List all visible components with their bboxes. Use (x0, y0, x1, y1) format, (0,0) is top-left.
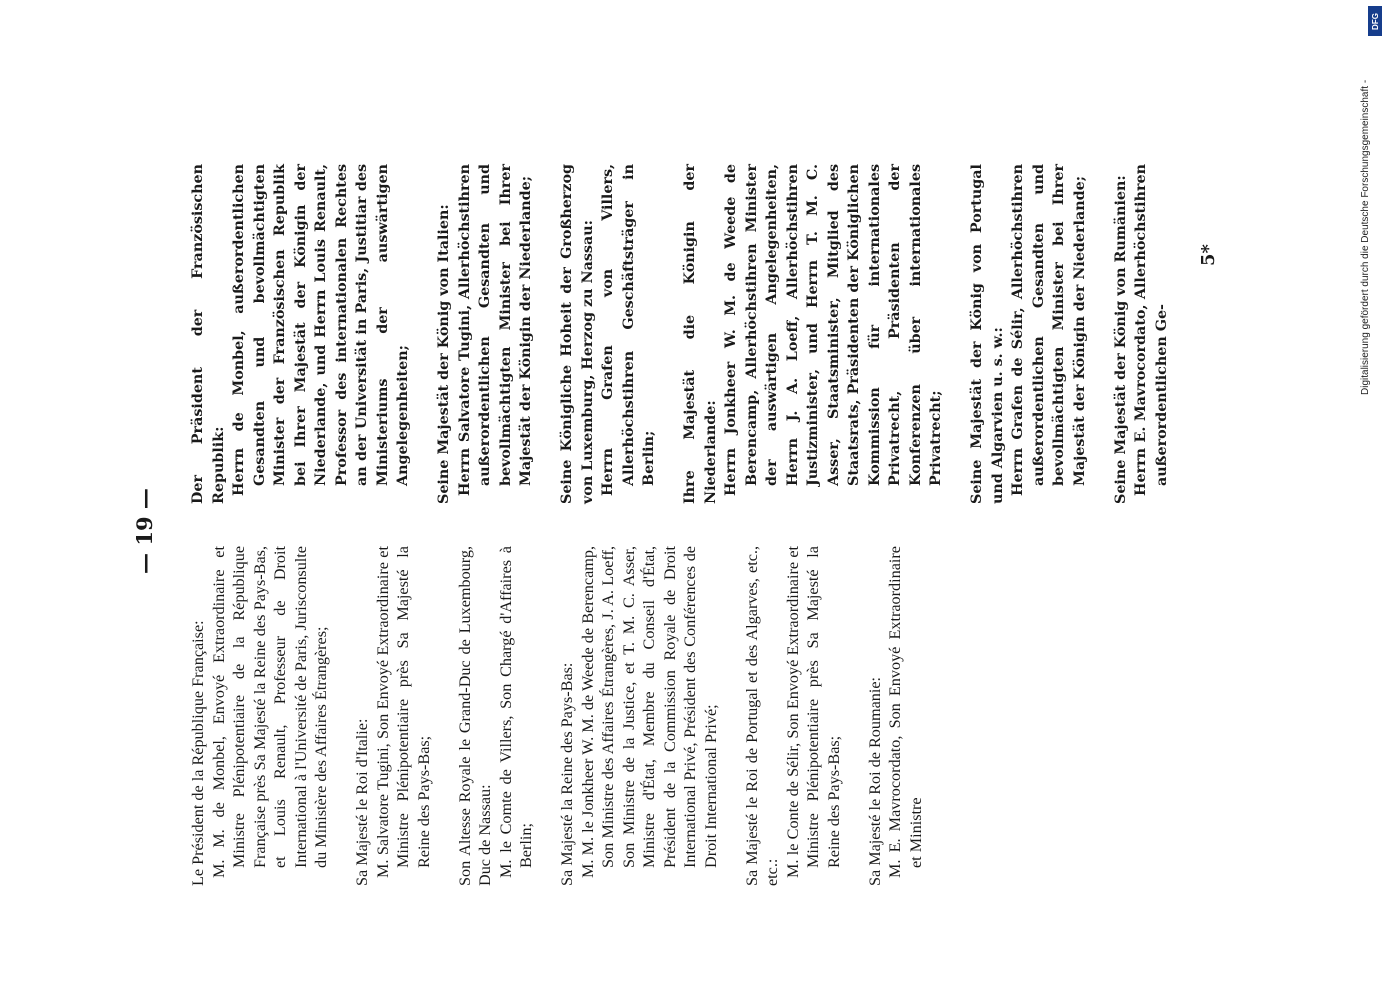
french-entry-head: Sa Majesté le Roi d'Italie: (353, 718, 371, 886)
french-entry-body: M. Salvatore Tugini, Son Envoyé Extraordinaire et Ministre Plénipotentiaire près Sa Majesté la Reine des Pays-Bas; (373, 546, 433, 878)
german-column (188, 164, 1193, 504)
german-entry (188, 164, 414, 504)
german-entry-head: Seine Majestät der König von Rumänien: (1112, 175, 1129, 504)
french-entry-body: M. M. le Jonkheer W. M. de Weede de Berencamp, Son Ministre des Affaires Étrangères, J. A. Loeff, Son Ministre de la Justice, et T. M. C. Asser, Ministre d'État, Membre du Conseil d'État, Président de la Commission Royale de Droit International Privé, Président des Conférences de Droit International Privé; (578, 546, 720, 878)
french-entry (742, 546, 845, 886)
german-entry-body: Herrn Grafen von Villers, Allerhöchstihren Geschäftsträger in Berlin; (600, 164, 657, 496)
french-entry (455, 546, 537, 886)
german-entry (557, 164, 660, 504)
french-entry (352, 546, 434, 886)
german-entry-head: Der Präsident der Französischen Republik: (190, 164, 227, 504)
german-entry-body: Herrn Jonkheer W. M. de Weede de Berencamp, Allerhöchstihren Minister der auswärtigen Angelegenheiten, Herrn J. A. Loeff, Allerhöchstihren Justizminister, und Herrn T. M. C. Asser, Staatsminister, Mitglied des Staatsrats, Präsidenten der Königlichen Kommission für internationales Privatrecht, Präsidenten der Konferenzen über internationales Privatrecht; (723, 164, 944, 496)
signature-mark: 5* (1198, 244, 1219, 266)
french-entry-body: M. E. Mavrocordato, Son Envoyé Extraordinaire et Ministre (886, 546, 925, 878)
dfg-logo-text: DFG (1370, 12, 1380, 30)
french-entry-body: M. le Conte de Sélir, Son Envoyé Extraordinaire et Ministre Plénipotentiaire près Sa Majesté la Reine des Pays-Bas; (783, 546, 843, 878)
german-entry (967, 164, 1090, 504)
french-entry-head: Sa Majesté le Roi de Portugal et des Algarves, etc., etc.: (742, 546, 781, 886)
german-entry (434, 164, 537, 504)
german-entry-body: Herrn Grafen de Sélir, Allerhöchstihren außerordentlichen Gesandten und bevollmächtigten Minister bei Ihrer Majestät der Königin der Niederlande; (1010, 164, 1088, 496)
french-entry-head: Son Altesse Royale le Grand-Duc de Luxembourg, Duc de Nassau: (455, 546, 494, 886)
french-column (188, 546, 947, 886)
dfg-logo (1368, 6, 1382, 36)
german-entry-body: Herrn E. Mavrocordato, Allerhöchstihren außerordentlichen Ge- (1133, 164, 1170, 496)
french-entry (865, 546, 927, 886)
german-entry-body: Herrn Salvatore Tugini, Allerhöchstihren außerordentlichen Gesandten und bevollmächtigten Minister bei Ihrer Majestät der Königin der Niederlande; (456, 164, 534, 496)
french-entry (557, 546, 721, 886)
german-entry-head: Ihre Majestät die Königin der Niederlande: (682, 164, 719, 504)
french-entry-body: M. M. de Monbel, Envoyé Extraordinaire et Ministre Plénipotentiaire de la République Française près Sa Majesté la Reine des Pays-Bas, et Louis Renault, Professeur de Droit International à l'Université de Paris, Jurisconsulte du Ministère des Affaires Étrangères; (209, 546, 330, 878)
german-entry-head: Seine Majestät der König von Portugal und Algarvien u. s. w.: (969, 164, 1006, 504)
german-entry (680, 164, 947, 504)
french-entry-body: M. le Comte de Villers, Son Chargé d'Affaires à Berlin; (496, 546, 535, 878)
rotated-treaty-page (128, 166, 1238, 896)
french-entry-head: Sa Majesté la Reine des Pays-Bas: (558, 662, 576, 886)
page-number: — 19 — (132, 488, 157, 574)
german-entry-head: Seine Königliche Hoheit der Großherzog von Luxemburg, Herzog zu Nassau: (559, 164, 596, 504)
digitization-credit: Digitalisierung gefördert durch die Deutsche Forschungsgemeinschaft - (1360, 79, 1371, 395)
german-entry-body: Herrn de Monbel, außerordentlichen Gesandten und bevollmächtigten Minister der Französischen Republik bei Ihrer Majestät der Königin der Niederlande, und Herrn Louis Renault, Professor des internationalen Rechtes an der Universität in Paris, Justitiar des Ministeriums der auswärtigen Angelegenheiten; (231, 164, 411, 496)
german-entry (1111, 164, 1173, 504)
french-entry (188, 546, 332, 886)
german-entry-head: Seine Majestät der König von Italien: (436, 204, 452, 504)
french-entry-head: Sa Majesté le Roi de Roumanie: (865, 676, 884, 886)
french-entry-head: Le Président de la République Française: (189, 620, 207, 886)
